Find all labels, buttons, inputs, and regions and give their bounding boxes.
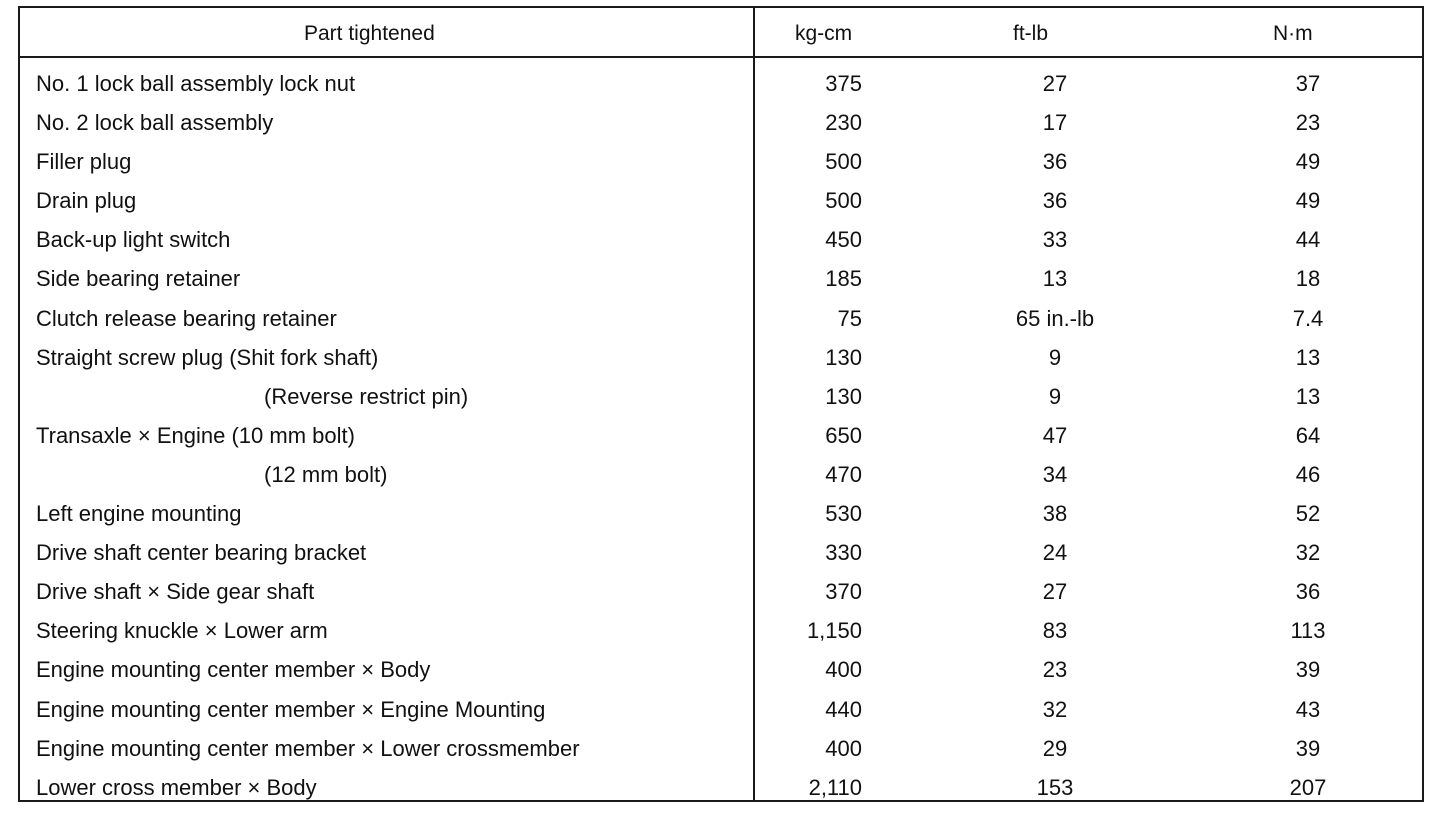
kg-cm-cell: 650 (825, 422, 862, 448)
n-m-cell: 46 (1295, 461, 1321, 487)
column-header-ft-lb: ft-lb (1013, 22, 1049, 45)
part-name-cell: No. 1 lock ball assembly lock nut (36, 71, 356, 96)
ft-lb-cell: 9 (1048, 344, 1062, 370)
kg-cm-cell: 400 (825, 657, 862, 683)
part-name-cell: Engine mounting center member × Engine Mounting (36, 696, 546, 722)
table-row (20, 260, 1422, 299)
table-row (20, 456, 1422, 495)
part-name-cell: Engine mounting center member × Body (36, 657, 431, 683)
n-m-cell: 36 (1295, 579, 1321, 605)
table-row (20, 143, 1422, 182)
n-m-cell: 113 (1290, 618, 1326, 644)
kg-cm-cell: 1,150 (806, 618, 862, 644)
table-row (20, 534, 1422, 573)
n-m-cell: 52 (1295, 501, 1321, 527)
kg-cm-cell: 370 (825, 579, 862, 605)
kg-cm-cell: 75 (837, 305, 862, 331)
part-name-cell: Transaxle × Engine (10 mm bolt) (36, 422, 355, 448)
ft-lb-cell: 153 (1036, 774, 1074, 800)
table-row (20, 769, 1422, 808)
table-row (20, 378, 1422, 417)
kg-cm-cell: 2,110 (808, 774, 862, 800)
n-m-cell: 23 (1295, 110, 1321, 136)
part-name-cell: (12 mm bolt) (264, 461, 388, 487)
ft-lb-cell: 47 (1042, 422, 1068, 448)
n-m-cell: 44 (1295, 227, 1321, 253)
part-name-cell: Drive shaft center bearing bracket (36, 540, 367, 566)
part-name-cell: Lower cross member × Body (36, 774, 317, 800)
table-row (20, 573, 1422, 612)
part-name-cell: Drive shaft × Side gear shaft (36, 579, 315, 605)
n-m-cell: 49 (1295, 188, 1321, 214)
table-row (20, 182, 1422, 221)
ft-lb-cell: 83 (1042, 618, 1068, 644)
ft-lb-cell: 38 (1042, 501, 1068, 527)
n-m-cell: 43 (1295, 696, 1321, 722)
part-name-cell: Side bearing retainer (36, 266, 241, 292)
table-row (20, 495, 1422, 534)
ft-lb-cell: 65 in.-lb (1015, 305, 1095, 331)
table-row (20, 417, 1422, 456)
column-header-n-m: N·m (1273, 22, 1313, 45)
table-body (20, 65, 1422, 808)
column-header-part: Part tightened (304, 22, 435, 45)
torque-specification-table (18, 6, 1424, 802)
n-m-cell: 7.4 (1292, 305, 1324, 331)
n-m-cell: 13 (1295, 344, 1321, 370)
table-row (20, 339, 1422, 378)
n-m-cell: 13 (1295, 383, 1321, 409)
n-m-cell: 37 (1295, 71, 1321, 96)
header-divider (20, 56, 1422, 58)
part-name-cell: Filler plug (36, 149, 132, 175)
kg-cm-cell: 440 (825, 696, 862, 722)
ft-lb-cell: 34 (1042, 461, 1068, 487)
part-name-cell: Clutch release bearing retainer (36, 305, 337, 331)
table-row (20, 691, 1422, 730)
ft-lb-cell: 33 (1042, 227, 1068, 253)
n-m-cell: 18 (1295, 266, 1321, 292)
n-m-cell: 64 (1295, 422, 1321, 448)
table-row (20, 651, 1422, 690)
table-row (20, 612, 1422, 651)
part-name-cell: No. 2 lock ball assembly (36, 110, 274, 136)
column-header-kg-cm: kg-cm (795, 22, 853, 45)
kg-cm-cell: 500 (825, 149, 862, 175)
ft-lb-cell: 17 (1042, 110, 1068, 136)
ft-lb-cell: 29 (1042, 735, 1068, 761)
kg-cm-cell: 230 (825, 110, 862, 136)
kg-cm-cell: 530 (825, 501, 862, 527)
n-m-cell: 39 (1295, 657, 1321, 683)
n-m-cell: 39 (1295, 735, 1321, 761)
ft-lb-cell: 24 (1042, 540, 1068, 566)
ft-lb-cell: 27 (1042, 71, 1068, 96)
ft-lb-cell: 32 (1042, 696, 1068, 722)
ft-lb-cell: 23 (1042, 657, 1068, 683)
table-row (20, 221, 1422, 260)
kg-cm-cell: 330 (825, 540, 862, 566)
part-name-cell: Straight screw plug (Shit fork shaft) (36, 344, 379, 370)
kg-cm-cell: 130 (825, 344, 862, 370)
n-m-cell: 207 (1289, 774, 1327, 800)
kg-cm-cell: 185 (825, 266, 862, 292)
kg-cm-cell: 400 (825, 735, 862, 761)
kg-cm-cell: 470 (825, 461, 862, 487)
n-m-cell: 32 (1295, 540, 1321, 566)
table-row (20, 300, 1422, 339)
ft-lb-cell: 36 (1042, 149, 1068, 175)
part-name-cell: Drain plug (36, 188, 137, 214)
ft-lb-cell: 13 (1042, 266, 1068, 292)
n-m-cell: 49 (1295, 149, 1321, 175)
kg-cm-cell: 450 (825, 227, 862, 253)
ft-lb-cell: 36 (1042, 188, 1068, 214)
ft-lb-cell: 9 (1048, 383, 1062, 409)
part-name-cell: Engine mounting center member × Lower crossmember (36, 735, 580, 761)
table-row (20, 104, 1422, 143)
part-name-cell: Left engine mounting (36, 501, 242, 527)
ft-lb-cell: 27 (1042, 579, 1068, 605)
part-name-cell: Back-up light switch (36, 227, 231, 253)
kg-cm-cell: 130 (825, 383, 862, 409)
table-row (20, 730, 1422, 769)
kg-cm-cell: 375 (825, 71, 862, 96)
table-row (20, 65, 1422, 104)
part-name-cell: Steering knuckle × Lower arm (36, 618, 328, 644)
part-name-cell: (Reverse restrict pin) (264, 383, 469, 409)
kg-cm-cell: 500 (825, 188, 862, 214)
